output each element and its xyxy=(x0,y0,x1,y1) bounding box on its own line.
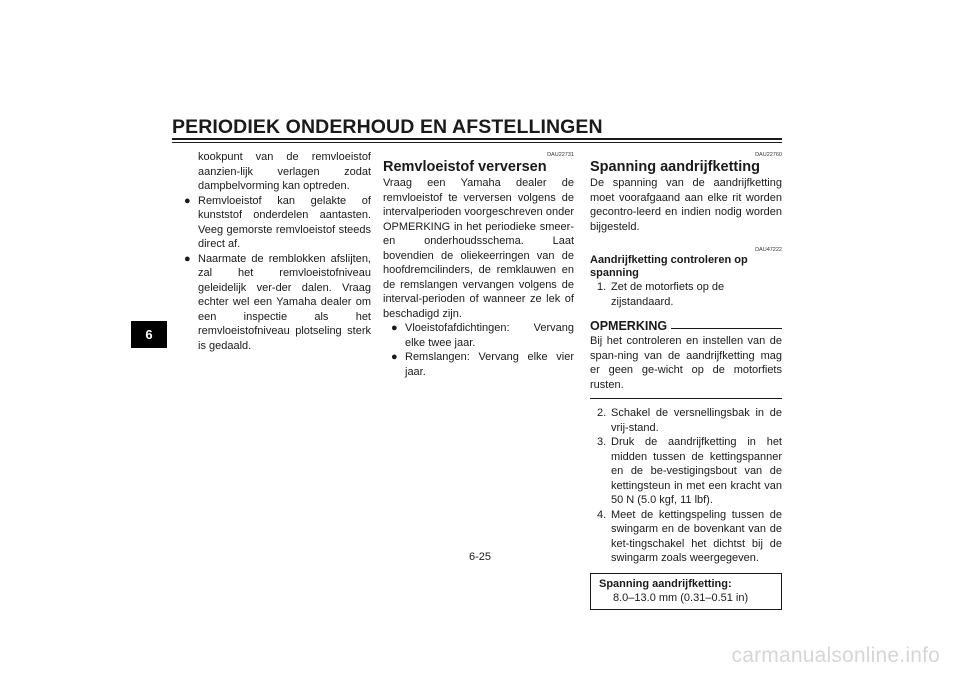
step-item xyxy=(590,435,782,508)
header-rule-thick xyxy=(172,138,782,140)
step-number: 4. xyxy=(597,508,607,521)
watermark: carmanualsonline.info xyxy=(731,644,940,667)
step-item xyxy=(590,280,782,309)
spec-label: Spanning aandrijfketting: xyxy=(599,577,732,590)
bullet-item xyxy=(184,194,371,252)
column-1 xyxy=(184,150,371,353)
bullet-icon: ● xyxy=(184,194,191,207)
step-text: Druk de aandrijfketting in het midden tussen de kettingspanner en de be-vestigingsbout van de kettingsteun in met een kracht van 50 N (5.0 kgf, 11 lbf). xyxy=(611,436,782,506)
continuation-text: kookpunt van de remvloeistof aanzien-lijk verlagen zodat dampbelvorming kan optreden. xyxy=(198,151,371,192)
chapter-tab: 6 xyxy=(131,321,167,348)
step-item xyxy=(590,406,782,435)
section-code: DAU22760 xyxy=(755,152,782,158)
note-end-rule xyxy=(590,398,782,399)
section-body: Vraag een Yamaha dealer de remvloeistof te verversen volgens de intervalperioden voorgeschreven onder OPMERKING in het periodieke smeer- en onderhoudsschema. Laat bovendien de oliekeerringen van de hoofdremcilinders, de remklauwen en de remslangen vervangen volgens de interval-perioden of wanneer ze lek of beschadigd zijn. xyxy=(383,177,574,320)
section-code: DAU22731 xyxy=(547,152,574,158)
section-title: Remvloeistof verversen xyxy=(383,159,547,175)
note-label: OPMERKING xyxy=(590,319,668,333)
step-text: Meet de kettingspeling tussen de swingarm en de bovenkant van de ket-tingschakel het dichtst bij de swingarm zoals weergegeven. xyxy=(611,508,782,564)
step-text: Zet de motorfiets op de zijstandaard. xyxy=(611,281,725,308)
bullet-item xyxy=(391,350,574,379)
step-text: Schakel de versnellingsbak in de vrij-stand. xyxy=(611,407,782,434)
bullet-icon: ● xyxy=(391,322,398,334)
bullet-text: Vloeistofafdichtingen: Vervang elke twee jaar. xyxy=(405,322,574,349)
bullet-icon: ● xyxy=(184,252,191,265)
subsection-title: Aandrijfketting controleren op spanning xyxy=(590,254,748,279)
bullet-text: Remslangen: Vervang elke vier jaar. xyxy=(405,351,574,378)
bullet-item xyxy=(391,321,574,350)
step-number: 2. xyxy=(597,407,607,419)
subsection-code: DAU47222 xyxy=(755,247,782,253)
spec-box xyxy=(590,573,782,610)
page-header-title: PERIODIEK ONDERHOUD EN AFSTELLINGEN xyxy=(172,116,603,138)
note-text: Bij het controleren en instellen van de span-ning van de aandrijfketting mag er geen ge-wicht op de motorfiets rusten. xyxy=(590,335,782,391)
section-title: Spanning aandrijfketting xyxy=(590,159,760,175)
section-intro: De spanning van de aandrijfketting moet voorafgaand aan elke rit worden gecontro-leerd en indien nodig worden bijgesteld. xyxy=(590,177,782,233)
column-3 xyxy=(590,152,782,610)
note-header xyxy=(590,319,782,334)
step-number: 1. xyxy=(597,281,607,293)
bullet-text: Remvloeistof kan gelakte of kunststof onderdelen aantasten. Veeg gemorste remvloeistof steeds direct af. xyxy=(198,194,371,250)
bullet-text: Naarmate de remblokken afslijten, zal het remvloeistofniveau geleidelijk ver-der dalen. Vraag echter wel een Yamaha dealer om een inspectie als het remvloeistofniveau plotseling sterk is gedaald. xyxy=(198,252,371,352)
bullet-icon: ● xyxy=(391,351,398,363)
page-number: 6-25 xyxy=(468,551,492,563)
step-number: 3. xyxy=(597,436,607,448)
column-2 xyxy=(383,152,574,379)
spec-value: 8.0–13.0 mm (0.31–0.51 in) xyxy=(613,591,749,604)
header-rule-thin xyxy=(172,142,782,143)
note-rule xyxy=(671,328,782,329)
bullet-item xyxy=(184,252,371,354)
